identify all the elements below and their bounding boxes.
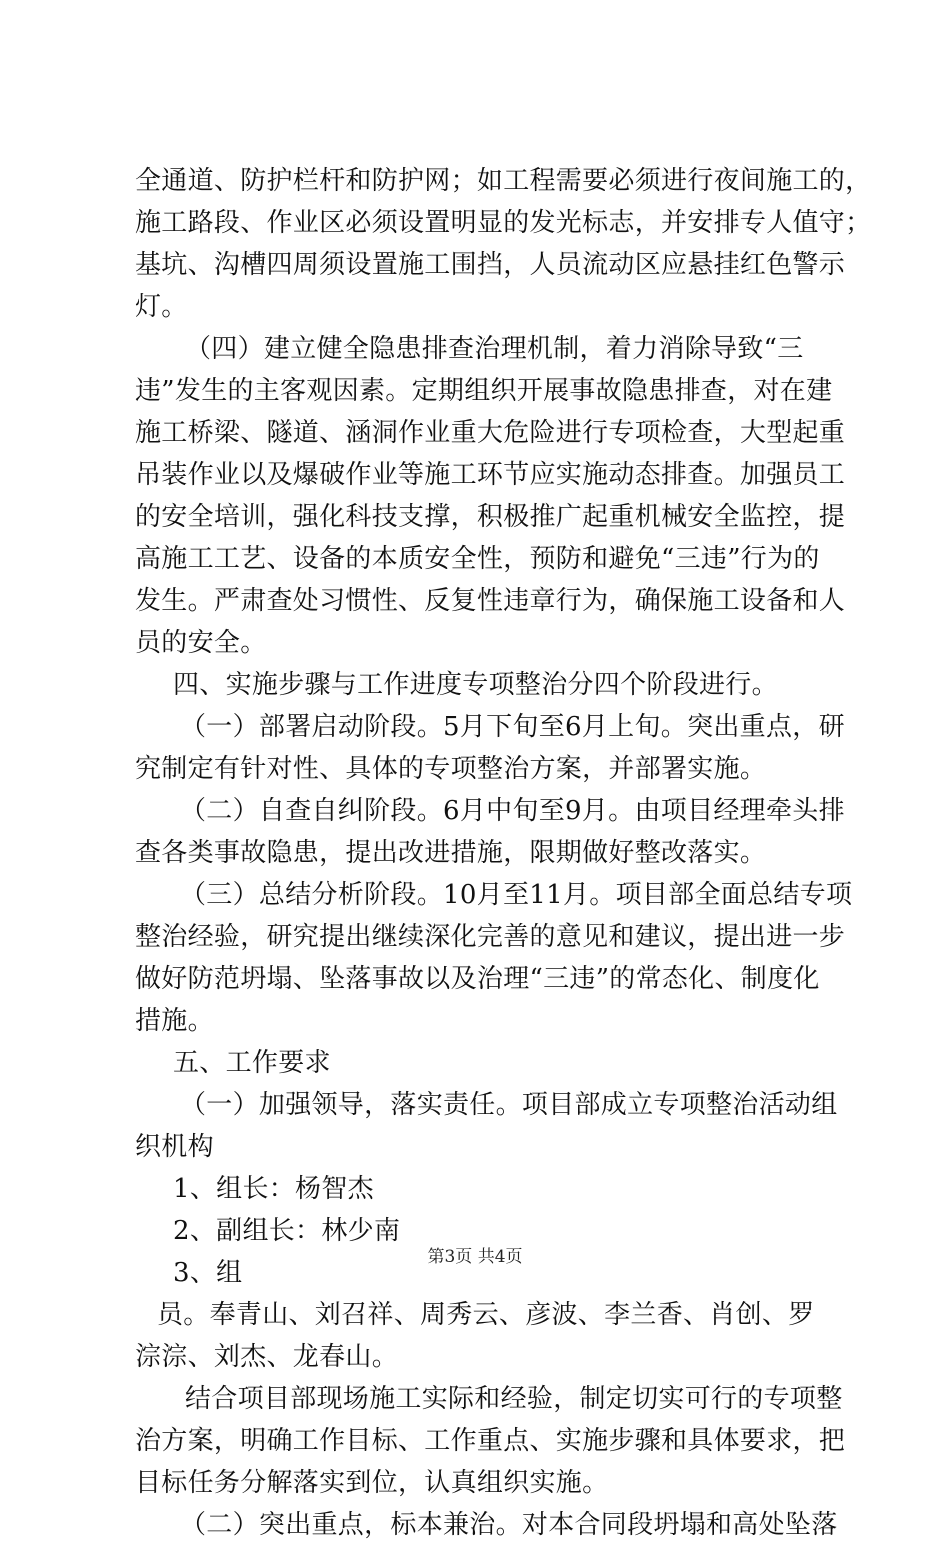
text-line: 治方案，明确工作目标、工作重点、实施步骤和具体要求，把 (135, 1426, 846, 1456)
text-line: 目标任务分解落实到位，认真组织实施。 (135, 1468, 609, 1498)
text-line: （一）部署启动阶段。5月下旬至6月上旬。突出重点，研 (180, 712, 845, 742)
text-line: 员。奉青山、刘召祥、周秀云、彦波、李兰香、肖创、罗 (157, 1300, 815, 1330)
text-line: 违”发生的主客观因素。定期组织开展事故隐患排查，对在建 (135, 376, 833, 406)
text-line: 施工路段、作业区必须设置明显的发光标志，并安排专人值守； (135, 208, 872, 238)
text-line: 结合项目部现场施工实际和经验，制定切实可行的专项整 (185, 1384, 843, 1414)
text-line: 五、工作要求 (173, 1048, 331, 1078)
text-line: 淙淙、刘杰、龙春山。 (135, 1342, 399, 1372)
text-line: 的安全培训，强化科技支撑，积极推广起重机械安全监控，提 (135, 502, 846, 532)
text-line: 整治经验，研究提出继续深化完善的意见和建议，提出进一步 (135, 922, 846, 952)
text-line: 全通道、防护栏杆和防护网；如工程需要必须进行夜间施工的， (135, 166, 872, 196)
text-line: 吊装作业以及爆破作业等施工环节应实施动态排查。加强员工 (135, 460, 846, 490)
text-line: 员的安全。 (135, 628, 267, 658)
text-line: 高施工工艺、设备的本质安全性，预防和避免“三违”行为的 (135, 544, 820, 574)
text-line: 3、组 (173, 1258, 243, 1288)
text-line: 灯。 (135, 292, 188, 322)
text-line: 2、副组长：林少南 (173, 1216, 401, 1246)
text-line: （一）加强领导，落实责任。项目部成立专项整治活动组 (180, 1090, 838, 1120)
text-line: （二）突出重点，标本兼治。对本合同段坍塌和高处坠落 (180, 1510, 838, 1540)
text-line: 查各类事故隐患，提出改进措施，限期做好整改落实。 (135, 838, 767, 868)
text-line: 做好防范坍塌、坠落事故以及治理“三违”的常态化、制度化 (135, 964, 820, 994)
text-line: 发生。严肃查处习惯性、反复性违章行为，确保施工设备和人 (135, 586, 846, 616)
text-line: 织机构 (135, 1132, 214, 1162)
text-line: 措施。 (135, 1006, 214, 1036)
text-line: （二）自查自纠阶段。6月中旬至9月。由项目经理牵头排 (180, 796, 845, 826)
text-line: 四、实施步骤与工作进度专项整治分四个阶段进行。 (173, 670, 778, 700)
text-line: 1、组长：杨智杰 (173, 1174, 374, 1204)
page-footer: 第3页 共4页 (427, 1247, 523, 1267)
text-line: （三）总结分析阶段。10月至11月。项目部全面总结专项 (180, 880, 853, 910)
text-line: 究制定有针对性、具体的专项整治方案，并部署实施。 (135, 754, 767, 784)
text-line: 基坑、沟槽四周须设置施工围挡，人员流动区应悬挂红色警示 (135, 250, 846, 280)
text-line: 施工桥梁、隧道、涵洞作业重大危险进行专项检查，大型起重 (135, 418, 846, 448)
document-body (135, 160, 872, 1546)
text-line: （四）建立健全隐患排查治理机制，着力消除导致“三 (185, 334, 804, 364)
